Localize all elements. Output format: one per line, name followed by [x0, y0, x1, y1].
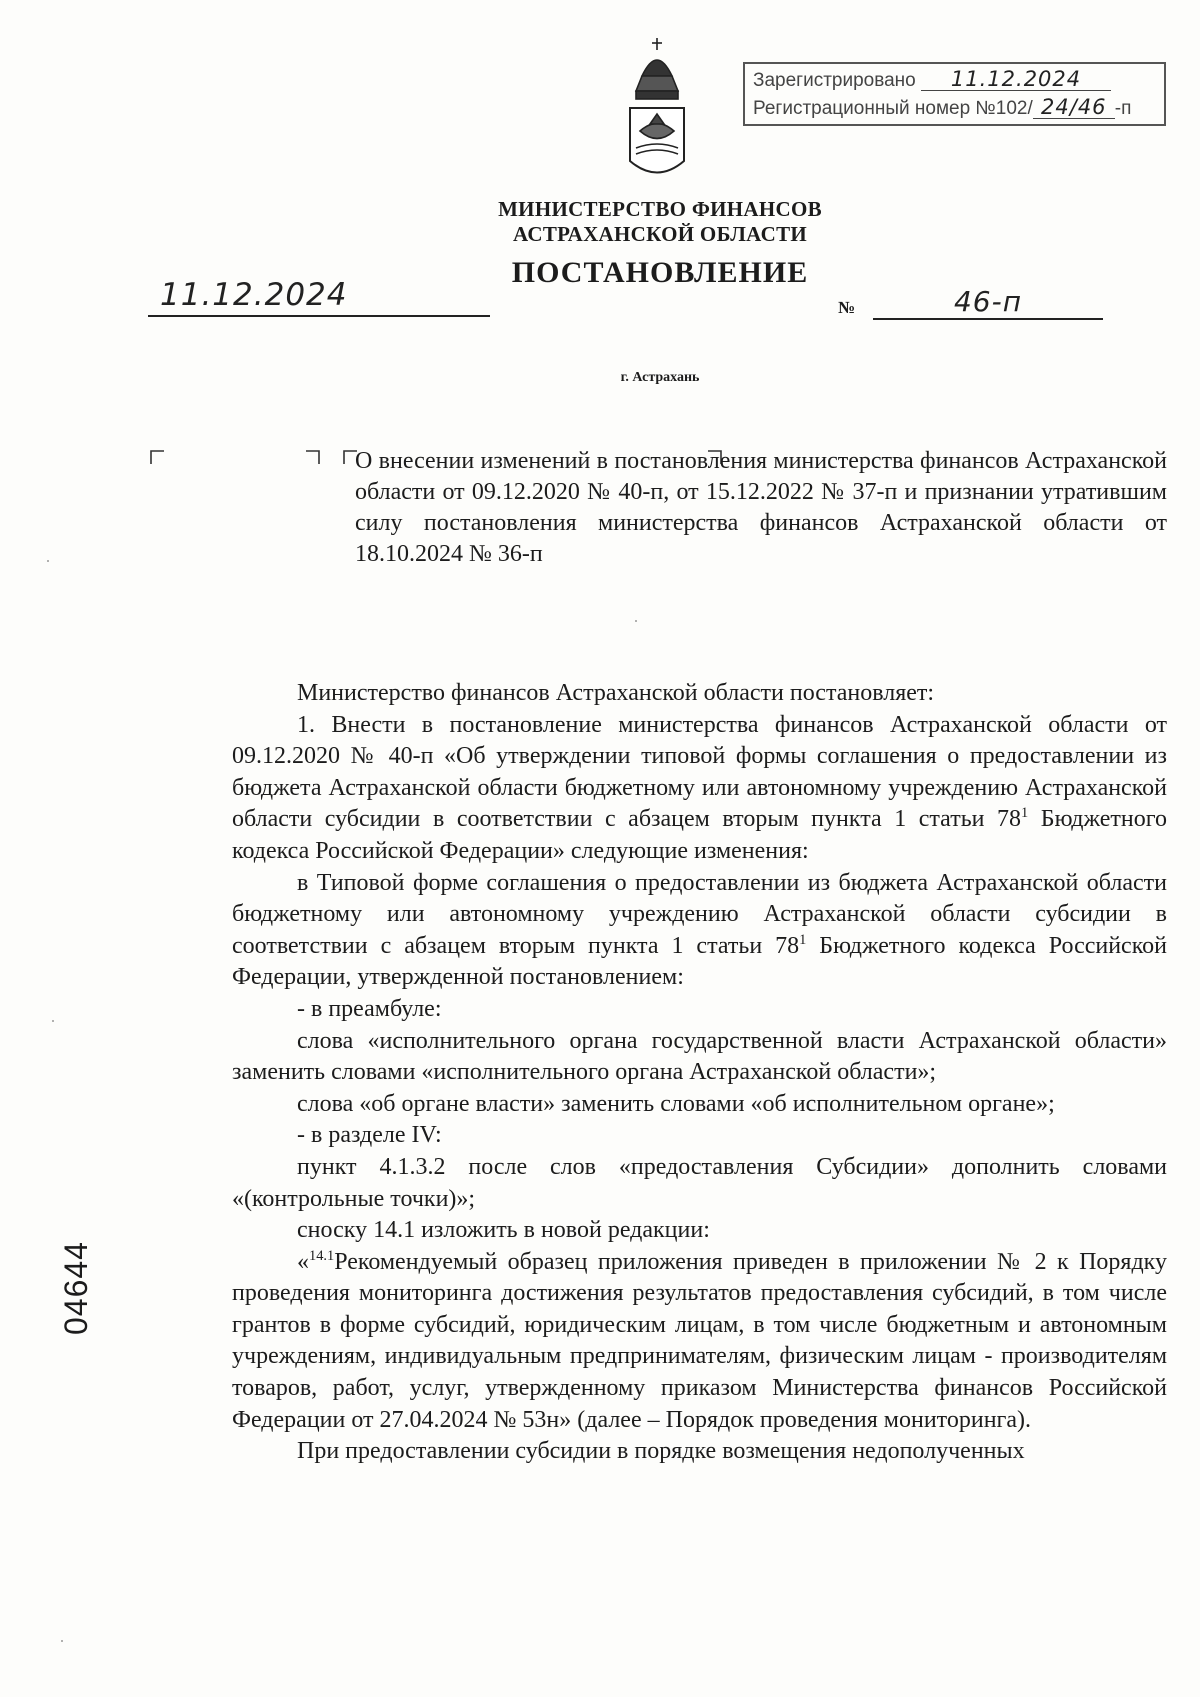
document-date: 11.12.2024 [148, 275, 490, 317]
ministry-line-1: МИНИСТЕРСТВО ФИНАНСОВ [498, 197, 822, 221]
coat-of-arms-emblem [622, 36, 692, 186]
margin-number: 04644 [58, 1241, 94, 1335]
scan-speck [61, 1640, 63, 1642]
document-number: 46-п [873, 286, 1103, 320]
scan-speck [52, 1020, 54, 1022]
body-paragraph-2-text-a: в Типовой форме соглашения о предоставлении из бюджета Астраханской области бюджетному или автономному учреждению Астраханской области субсидии в соответствии с абзацем вторым пункта 1 статьи 78 [232, 869, 1167, 959]
body-paragraph-8: сноску 14.1 изложить в новой редакции: [297, 1217, 710, 1244]
body-paragraph-2-text-b: Бюджетного кодекса Российской Федерации, утвержденной постановлением: [232, 932, 1167, 991]
open-quote: « [297, 1248, 309, 1275]
stamp-regnum-label: Регистрационный номер №102/ [753, 98, 1033, 119]
ministry-line-2: АСТРАХАНСКОЙ ОБЛАСТИ [512, 222, 808, 246]
document-subject: О внесении изменений в постановления министерства финансов Астраханской области от 09.12.2020 № 40-п, от 15.12.2022 № 37-п и признании утратившим силу постановления министерства финансов Астраханской области от 18.10.2024 № 36-п [355, 448, 1167, 567]
body-paragraph-0: Министерство финансов Астраханской области постановляет: [297, 680, 935, 706]
corner-mark-top-right [306, 450, 320, 464]
scan-speck [635, 620, 637, 622]
body-paragraph-4: слова «исполнительного органа государственной власти Астраханской области» заменить словами «исполнительного органа Астраханской области»; [232, 1027, 1167, 1086]
footnote-superscript: 14.1 [309, 1247, 335, 1264]
scan-speck [47, 560, 49, 562]
stamp-regnum-value: 24/46 [1033, 96, 1115, 119]
body-paragraph-1 [232, 710, 1167, 868]
body-paragraph-9 [232, 1247, 1167, 1437]
stamp-registered-date: 11.12.2024 [921, 68, 1111, 91]
stamp-regnum-suffix: -п [1114, 98, 1132, 119]
body-paragraph-2 [232, 868, 1167, 994]
body-paragraph-1-text-b: Бюджетного кодекса Российской Федерации» следующие изменения: [232, 806, 1167, 864]
body-paragraph-1-text-a: 1. Внести в постановление министерства финансов Астраханской области от 09.12.2020 № 40-п «Об утверждении типовой формы соглашения о предоставлении из бюджета Астраханской области бюджетному или автономному учреждению Астраханской области субсидии в соответствии с абзацем вторым пункта 1 статьи 78 [232, 711, 1167, 833]
stamp-registered-line [753, 67, 1156, 95]
body-paragraph-5: слова «об органе власти» заменить словами «об исполнительном органе»; [297, 1090, 1055, 1117]
corner-mark-top-left [150, 450, 164, 464]
body-paragraph-6: - в разделе IV: [297, 1122, 442, 1149]
stamp-regnum-line [753, 95, 1156, 123]
body-paragraph-9-text: Рекомендуемый образец приложения приведен в приложении № 2 к Порядку проведения мониторинга достижения результатов предоставления субсидий, в том числе грантов в форме субсидий, юридическим лицам, в том числе бюджетным и автономным учреждениям, индивидуальным предпринимателям, физическим лицам - производителям товаров, работ, услуг, утвержденному приказом Министерства финансов Российской Федерации от 27.04.2024 № 53н» (далее – Порядок проведения мониторинга). [232, 1248, 1167, 1433]
superscript-one: 1 [1021, 805, 1029, 822]
superscript-one: 1 [799, 931, 807, 948]
body-paragraph-10: При предоставлении субсидии в порядке возмещения недополученных [297, 1438, 1025, 1465]
document-type: ПОСТАНОВЛЕНИЕ [511, 256, 809, 289]
city: г. Астрахань [620, 370, 700, 385]
document-body [232, 678, 1167, 1468]
stamp-registered-label: Зарегистрировано [753, 70, 916, 91]
registration-stamp [743, 62, 1166, 126]
number-label: № [838, 298, 856, 317]
ministry-name [400, 197, 920, 247]
body-paragraph-7: пункт 4.1.3.2 после слов «предоставления Субсидии» дополнить словами «(контрольные точки)»; [232, 1153, 1167, 1212]
body-paragraph-3: - в преамбуле: [297, 995, 442, 1022]
